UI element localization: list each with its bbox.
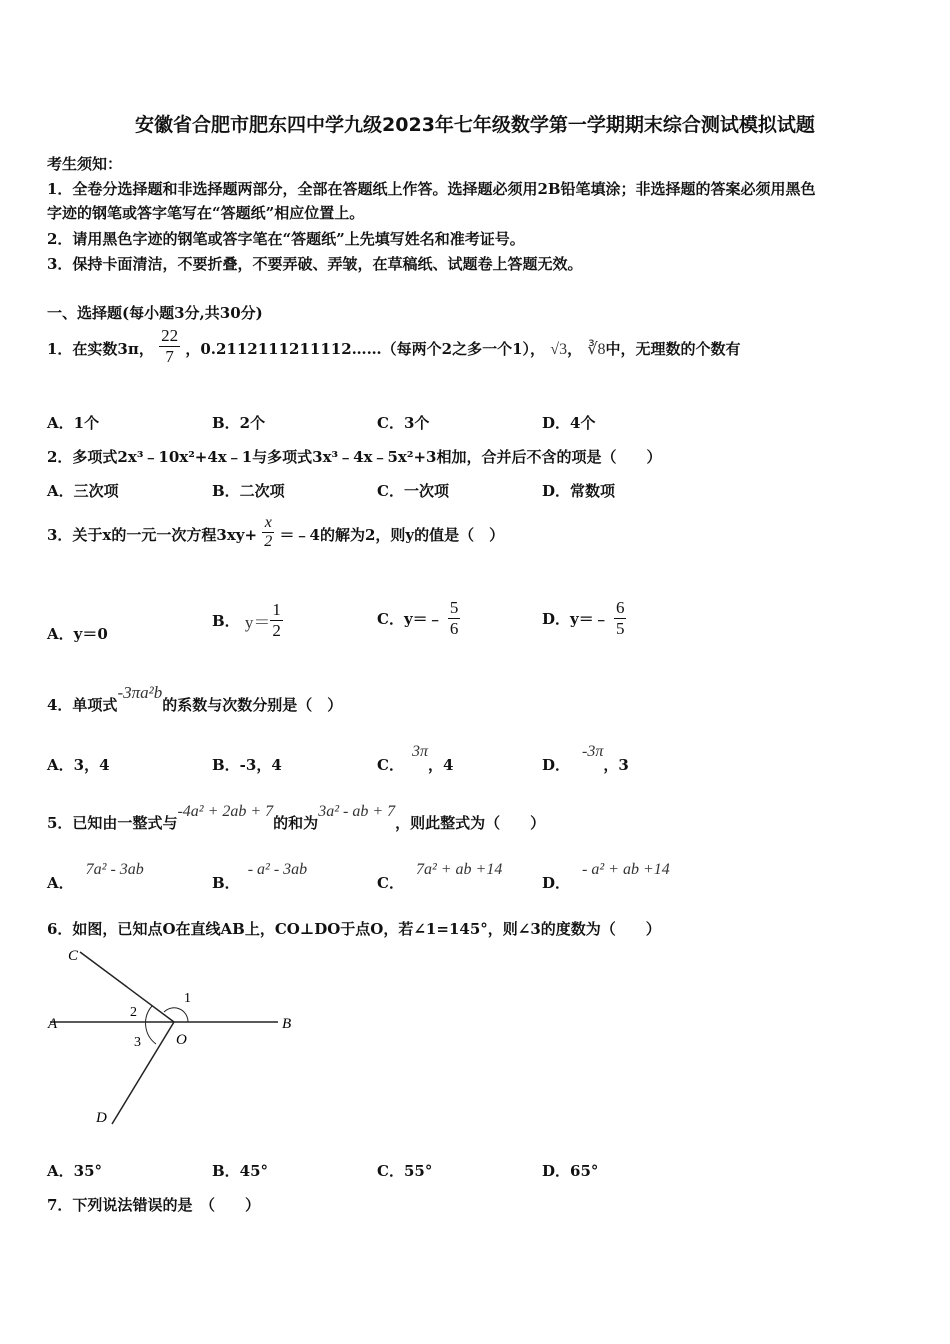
q3-b-num: 1 [272,600,281,619]
q4-option-d [542,740,629,774]
angle-right-arc [146,1006,156,1044]
q3-c-den: 6 [449,619,459,638]
q1-sqrt3: √3 [550,341,568,358]
q3-frac-num: x [264,514,272,531]
q1-frac-den: 7 [159,346,180,367]
label-a: A [48,1016,58,1032]
q3-c-num: 5 [449,598,459,617]
q1-prefix: 1．在实数3π， [47,340,154,358]
q4-option-d-expr: -3π [582,743,604,760]
q4-option-c-tail: ，4 [427,756,454,774]
q4-option-c-expr: 3π [411,743,428,760]
q3-option-d [542,598,626,639]
q5-expr-2: 3a² - ab + 7 [318,803,396,820]
ray-od [112,1022,174,1124]
q5-suffix: ，则此整式为（ ） [395,814,546,832]
q5-middle: 的和为 [273,814,319,832]
q4-expr: -3πa²b [117,683,163,702]
label-angle-1: 1 [184,991,191,1006]
q3-option-c [377,598,460,639]
notice-item-2: 2．请用黑色字迹的钢笔或答字笔在“答题纸”上先填写姓名和准考证号。 [47,230,525,248]
q4-prefix: 4．单项式 [47,696,118,714]
q5-prefix: 5．已知由一整式与 [47,814,178,832]
label-c: C [68,948,79,964]
q3-option-a: A．y＝0 [47,625,108,643]
q3-option-b-fraction [270,600,283,641]
q1-option-d: D．4个 [542,414,596,432]
label-angle-3: 3 [134,1035,141,1050]
q1-option-b: B．2个 [212,414,266,432]
q3-suffix: ＝﹣4的解为2，则y的值是（ ） [279,526,505,544]
notice-heading: 考生须知： [47,155,123,173]
q3-option-c-label: C．y＝﹣ [377,610,443,628]
q1-suffix: 中，无理数的个数有 [605,340,741,358]
q3-prefix: 3．关于x的一元一次方程3xy+ [47,526,258,544]
q3-fraction [262,514,274,551]
q5-option-b-expr: - a² - 3ab [247,861,308,878]
q1-option-c: C．3个 [377,414,430,432]
q6-option-a: A．35° [47,1162,103,1180]
q5-option-d [542,858,670,892]
question-7: 7．下列说法错误的是 （ ） [47,1196,260,1214]
q5-option-c-label: C． [377,874,404,892]
q3-option-c-fraction [448,598,461,639]
q5-option-a-expr: 7a² - 3ab [85,861,144,878]
question-6: 6．如图，已知点O在直线AB上，CO⊥DO于点O，若∠1=145°，则∠3的度数为（ ） [47,920,661,938]
question-4 [47,682,343,714]
section-heading: 一、选择题(每小题3分,共30分) [47,304,263,322]
q3-option-d-label: D．y＝﹣ [542,610,609,628]
q1-frac-num: 22 [161,326,179,345]
page-title: 安徽省合肥市肥东四中学九级2023年七年级数学第一学期期末综合测试模拟试题 [135,114,815,136]
q1-comma: ， [567,340,583,358]
q3-b-den: 2 [272,621,281,640]
q4-suffix: 的系数与次数分别是（ ） [162,696,343,714]
q5-option-a [47,858,144,892]
q6-option-d: D．65° [542,1162,599,1180]
q4-option-c [377,740,454,774]
label-d: D [96,1110,107,1126]
question-5 [47,800,546,832]
q1-cbrt8: ∛8 [587,341,606,358]
q3-option-b-expr: y＝ [244,613,271,632]
q5-option-a-label: A． [47,874,74,892]
q5-option-d-expr: - a² + ab +14 [582,861,670,878]
q3-frac-den: 2 [264,533,273,550]
q6-option-b: B．45° [212,1162,269,1180]
q4-option-c-label: C． [377,756,404,774]
q4-option-b: B．-3，4 [212,756,282,774]
q2-option-d: D．常数项 [542,482,616,500]
q2-option-c: C．一次项 [377,482,449,500]
q5-option-b-label: B． [212,874,240,892]
question-3 [47,514,504,551]
notice-item-1-line-2: 字迹的钢笔或答字笔写在“答题纸”相应位置上。 [47,204,365,222]
label-angle-2: 2 [130,1005,137,1020]
q3-d-den: 5 [615,619,625,638]
angle-1-arc [164,1008,188,1022]
q1-fraction [159,326,180,367]
q4-option-a: A．3，4 [47,756,110,774]
q4-option-d-label: D． [542,756,571,774]
q5-option-d-label: D． [542,874,571,892]
question-1 [47,326,741,367]
label-b: B [282,1016,292,1032]
label-o: O [176,1032,187,1048]
q3-option-b [212,600,283,641]
q1-middle: ，0.2112111211112……（每两个2之多一个1）， [185,340,546,358]
q1-option-a: A．1个 [47,414,100,432]
q2-option-a: A．三次项 [47,482,119,500]
q5-option-c [377,858,503,892]
q5-option-c-expr: 7a² + ab +14 [415,861,503,878]
q3-d-num: 6 [615,598,625,617]
ray-oc [80,952,174,1022]
q6-geometry-figure [40,940,320,1140]
notice-item-1-line-1: 1．全卷分选择题和非选择题两部分，全部在答题纸上作答。选择题必须用2B铅笔填涂；非选择题的答案必须用黑色 [47,180,816,198]
q5-expr-1: -4a² + 2ab + 7 [177,803,274,820]
q6-option-c: C．55° [377,1162,433,1180]
q5-option-b [212,858,308,892]
notice-item-3: 3．保持卡面清洁，不要折叠，不要弄破、弄皱，在草稿纸、试题卷上答题无效。 [47,255,583,273]
q4-option-d-tail: ，3 [603,756,629,774]
question-2: 2．多项式2x³﹣10x²+4x﹣1与多项式3x³﹣4x﹣5x²+3相加，合并后不含的项是（ ） [47,448,662,466]
q3-option-b-label: B． [212,612,240,630]
q3-option-d-fraction [614,598,627,639]
q2-option-b: B．二次项 [212,482,285,500]
